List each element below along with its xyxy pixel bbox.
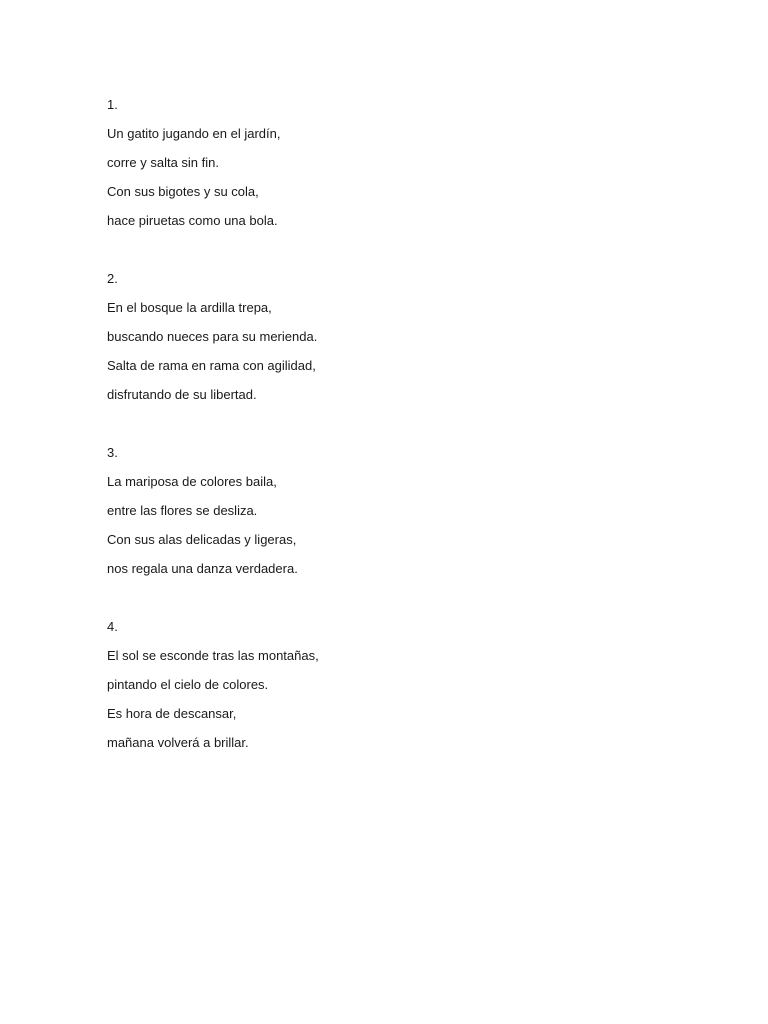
stanza-gap: [107, 409, 707, 438]
verse-line: entre las flores se desliza.: [107, 503, 258, 518]
verse-line: hace piruetas como una bola.: [107, 213, 278, 228]
stanza-number: 2.: [107, 271, 118, 286]
verse-line: Con sus alas delicadas y ligeras,: [107, 532, 297, 547]
stanza-number: 3.: [107, 445, 118, 460]
stanza-1: [107, 90, 707, 235]
verse-line: Un gatito jugando en el jardín,: [107, 126, 281, 141]
verse-line: Salta de rama en rama con agilidad,: [107, 358, 316, 373]
verse-line: disfrutando de su libertad.: [107, 387, 257, 402]
verse-line: corre y salta sin fin.: [107, 155, 219, 170]
stanza-gap: [107, 583, 707, 612]
verse-line: mañana volverá a brillar.: [107, 735, 249, 750]
stanza-number: 4.: [107, 619, 118, 634]
verse-line: nos regala una danza verdadera.: [107, 561, 298, 576]
verse-line: buscando nueces para su merienda.: [107, 329, 318, 344]
verse-line: La mariposa de colores baila,: [107, 474, 277, 489]
stanza-2: [107, 264, 707, 409]
verse-line: Con sus bigotes y su cola,: [107, 184, 259, 199]
document-page: [107, 90, 707, 757]
stanza-number: 1.: [107, 97, 118, 112]
verse-line: Es hora de descansar,: [107, 706, 237, 721]
stanza-4: [107, 612, 707, 757]
verse-line: pintando el cielo de colores.: [107, 677, 269, 692]
stanza-3: [107, 438, 707, 583]
verse-line: El sol se esconde tras las montañas,: [107, 648, 319, 663]
verse-line: En el bosque la ardilla trepa,: [107, 300, 272, 315]
stanza-gap: [107, 235, 707, 264]
